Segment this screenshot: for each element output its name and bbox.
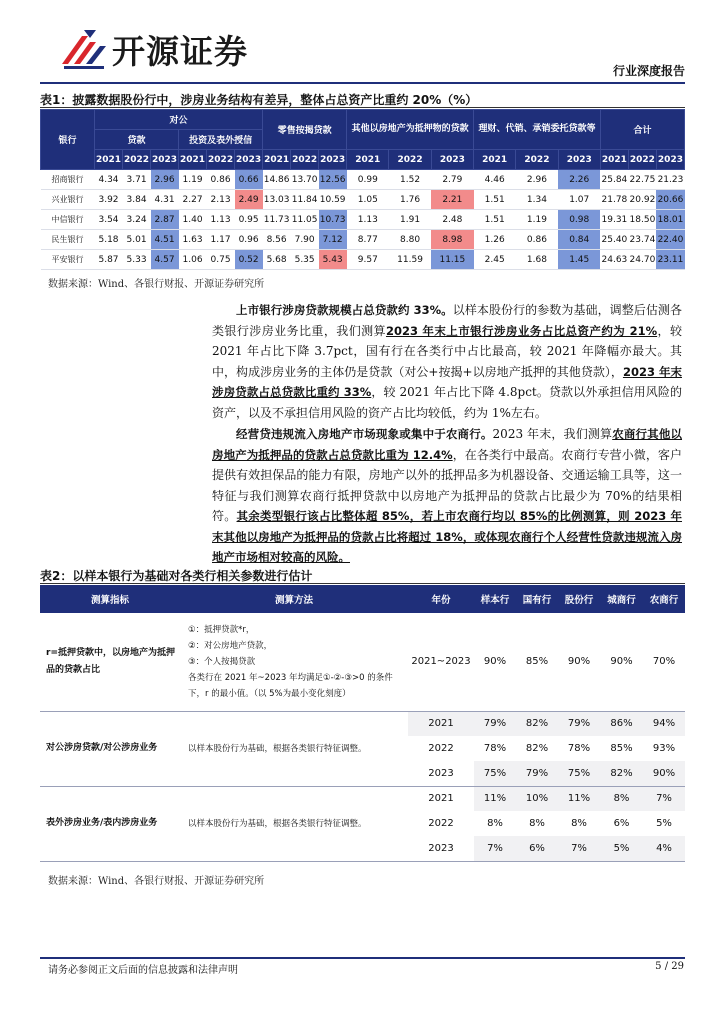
t2-value: 8% xyxy=(487,818,503,829)
t1-header-loan: 贷款 xyxy=(95,130,179,150)
t2-header-cell: 年份 xyxy=(408,585,474,613)
t1-year-header: 2022 xyxy=(516,150,558,170)
t2-value: 6% xyxy=(613,818,630,829)
t1-year-header: 2023 xyxy=(431,150,473,170)
t1-cell: 0.86 xyxy=(207,170,235,190)
t1-cell: 1.34 xyxy=(516,190,558,210)
t1-cell: 0.84 xyxy=(558,230,600,250)
t1-cell: 19.31 xyxy=(600,210,628,230)
t1-cell: 13.70 xyxy=(291,170,319,190)
t1-cell: 1.07 xyxy=(558,190,600,210)
t1-cell: 22.75 xyxy=(628,170,656,190)
t2-r-method xyxy=(180,613,408,711)
t1-cell: 1.40 xyxy=(179,210,207,230)
t1-header-retail: 零售按揭贷款 xyxy=(263,110,347,150)
t1-cell: 2.96 xyxy=(151,170,179,190)
para1-highlight1: 2023 年末上市银行涉房业务占比总资产约为 21% xyxy=(385,323,658,338)
t1-cell: 5.18 xyxy=(95,230,123,250)
t1-year-header: 2021 xyxy=(263,150,291,170)
t2-value: 8% xyxy=(600,786,643,811)
report-type-label: 行业深度报告 xyxy=(612,64,685,78)
para1-text1: 以样本股份行的参数为基础，调整后估测各类银行涉房业务比重，我们测算 xyxy=(212,303,682,338)
table-row xyxy=(41,210,685,230)
t2-header-cell: 城商行 xyxy=(600,585,643,613)
t1-year-header: 2022 xyxy=(628,150,656,170)
para2-highlight1: 农商行其他以房地产为抵押品的贷款占总贷款比重为 12.4% xyxy=(212,427,683,462)
t1-cell: 8.98 xyxy=(431,230,473,250)
t1-cell: 2.26 xyxy=(558,170,600,190)
t2-group-r xyxy=(40,613,685,711)
t2-method: 以样本股份行为基础，根据各类银行特征调整。 xyxy=(180,786,408,861)
t1-cell: 1.05 xyxy=(347,190,389,210)
para1-lead: 上市银行涉房贷款规模占总贷款约 33%。 xyxy=(236,303,453,317)
t1-cell: 1.51 xyxy=(474,190,516,210)
t1-cell: 1.45 xyxy=(558,250,600,270)
t1-cell: 10.59 xyxy=(319,190,347,210)
t1-cell: 18.01 xyxy=(656,210,684,230)
t1-cell: 1.06 xyxy=(179,250,207,270)
t1-cell: 20.92 xyxy=(628,190,656,210)
t2-value: 79% xyxy=(516,761,558,786)
t2-value: 5% xyxy=(656,818,672,829)
t2-year: 2023 xyxy=(408,836,474,861)
t2-value: 82% xyxy=(600,761,643,786)
t2-value: 79% xyxy=(474,711,516,736)
t2-value: 7% xyxy=(474,836,516,861)
t2-r-method-line3: ③：个人按揭贷款 xyxy=(188,656,256,667)
t1-cell: 1.19 xyxy=(179,170,207,190)
table-row xyxy=(40,711,685,736)
t2-value: 4% xyxy=(643,836,685,861)
t1-cell: 0.95 xyxy=(235,210,263,230)
t2-value: 82% xyxy=(516,711,558,736)
t1-year-header: 2022 xyxy=(207,150,235,170)
t2-value: 94% xyxy=(643,711,685,736)
t2-header-cell: 测算方法 xyxy=(180,585,408,613)
t2-r-method-line2: ②：对公房地产贷款， xyxy=(188,640,273,651)
t1-cell: 8.77 xyxy=(347,230,389,250)
t1-cell: 13.03 xyxy=(263,190,291,210)
t2-r-year: 2021~2023 xyxy=(408,613,474,711)
t1-header-wealth: 理财、代销、承销委托贷款等 xyxy=(474,110,601,150)
t1-year-header: 2023 xyxy=(558,150,600,170)
t1-year-header: 2022 xyxy=(291,150,319,170)
t2-value: 5% xyxy=(600,836,643,861)
t1-cell: 0.98 xyxy=(558,210,600,230)
t1-bank-name: 民生银行 xyxy=(41,230,95,250)
t1-cell: 4.46 xyxy=(474,170,516,190)
para2-text2: ，在各类行中最高。农商行专营小微，客户提供有效担保品的能力有限，房地产以外的抵押品多为机器设备、交通运输工具等，这一特征与我们测算农商行抵押贷款中以房地产为抵押品的贷款占比最少为 70%的结果相符。 xyxy=(212,447,682,523)
t1-cell: 7.90 xyxy=(291,230,319,250)
t2-value: 75% xyxy=(474,761,516,786)
table1 xyxy=(40,109,685,270)
logo-text: 开源证券 xyxy=(112,32,248,71)
table-row xyxy=(41,170,685,190)
table2 xyxy=(40,585,685,862)
footer-disclaimer: 请务必参阅正文后面的信息披露和法律声明 xyxy=(48,965,238,976)
table-row xyxy=(40,786,685,811)
t1-cell: 25.40 xyxy=(600,230,628,250)
t1-cell: 2.49 xyxy=(235,190,263,210)
para2-lead: 经营贷违规流入房地产市场现象或集中于农商行。 xyxy=(236,427,493,441)
t2-header-cell: 农商行 xyxy=(643,585,685,613)
t1-year-header: 2022 xyxy=(123,150,151,170)
t2-value: 93% xyxy=(652,743,676,754)
t2-year: 2022 xyxy=(428,743,454,754)
t2-value: 11% xyxy=(474,786,516,811)
t1-cell: 2.87 xyxy=(151,210,179,230)
t1-header-total: 合计 xyxy=(600,110,684,150)
t1-year-header: 2021 xyxy=(474,150,516,170)
table1-caption: 表1：披露数据股份行中，涉房业务结构有差异，整体占总资产比重约 20%（%） xyxy=(40,93,478,107)
t1-cell: 2.27 xyxy=(179,190,207,210)
t1-cell: 2.96 xyxy=(516,170,558,190)
t1-cell: 23.11 xyxy=(656,250,684,270)
t1-cell: 3.71 xyxy=(123,170,151,190)
t1-cell: 11.15 xyxy=(431,250,473,270)
t2-r-value: 70% xyxy=(643,613,685,711)
t1-year-header: 2023 xyxy=(151,150,179,170)
t1-cell: 4.57 xyxy=(151,250,179,270)
kaiyuan-logo-icon xyxy=(60,24,108,70)
t2-value: 7% xyxy=(558,836,600,861)
t1-cell: 20.66 xyxy=(656,190,684,210)
t1-bank-name: 中信银行 xyxy=(41,210,95,230)
t2-method: 以样本股份行为基础，根据各类银行特征调整。 xyxy=(180,711,408,786)
t1-header-invest: 投资及表外授信 xyxy=(179,130,263,150)
t1-cell: 5.43 xyxy=(319,250,347,270)
t1-cell: 2.45 xyxy=(474,250,516,270)
t1-cell: 5.68 xyxy=(263,250,291,270)
t1-year-header: 2023 xyxy=(656,150,684,170)
t1-bank-name: 平安银行 xyxy=(41,250,95,270)
t1-cell: 4.51 xyxy=(151,230,179,250)
t2-value: 11% xyxy=(558,786,600,811)
t2-value: 85% xyxy=(610,743,633,754)
t1-cell: 24.70 xyxy=(628,250,656,270)
t1-cell: 0.86 xyxy=(516,230,558,250)
t1-cell: 1.51 xyxy=(474,210,516,230)
t1-cell: 9.57 xyxy=(347,250,389,270)
para1-text2: ，较 2021 年占比下降 3.7pct，国有行在各类行中占比最高，较 2021 年降幅亦最大。其中，构成涉房业务的主体仍是贷款（对公+按揭+以房地产抵押的其他贷款）， xyxy=(212,323,682,379)
t1-bank-name: 兴业银行 xyxy=(41,190,95,210)
t2-year: 2023 xyxy=(408,761,474,786)
t1-bank-name: 招商银行 xyxy=(41,170,95,190)
t1-cell: 1.26 xyxy=(474,230,516,250)
t1-cell: 1.52 xyxy=(389,170,431,190)
t1-header-corp: 对公 xyxy=(95,110,263,130)
t2-value: 8% xyxy=(529,818,545,829)
table2-caption: 表2：以样本银行为基础对各类行相关参数进行估计 xyxy=(40,569,313,583)
footer-divider xyxy=(40,957,685,959)
t1-body xyxy=(41,170,685,270)
t1-cell: 1.13 xyxy=(347,210,389,230)
t1-cell: 23.74 xyxy=(628,230,656,250)
t2-year: 2021 xyxy=(408,711,474,736)
t1-cell: 25.84 xyxy=(600,170,628,190)
t1-header-other: 其他以房地产为抵押物的贷款 xyxy=(347,110,474,150)
t1-cell: 0.75 xyxy=(207,250,235,270)
t1-year-row xyxy=(41,150,685,170)
t1-cell: 21.78 xyxy=(600,190,628,210)
header-divider xyxy=(40,82,685,84)
t2-value: 82% xyxy=(525,743,549,754)
t1-cell: 5.87 xyxy=(95,250,123,270)
t2-value: 10% xyxy=(516,786,558,811)
t1-year-header: 2023 xyxy=(319,150,347,170)
table2-caption-rule xyxy=(40,583,685,584)
t1-cell: 3.92 xyxy=(95,190,123,210)
t2-indicator: 对公涉房贷款/对公涉房业务 xyxy=(40,711,180,786)
t1-cell: 0.66 xyxy=(235,170,263,190)
t1-cell: 22.40 xyxy=(656,230,684,250)
paragraph-2 xyxy=(212,424,682,568)
t1-header-bank: 银行 xyxy=(41,110,95,170)
t2-r-method-line4: 各类行在 2021 年~2023 年均满足①-②-③>0 的条件下，r 的最小值。（以 5%为最小变化刻度） xyxy=(188,672,393,699)
t2-value: 78% xyxy=(567,743,591,754)
table1-source: 数据来源：Wind、各银行财报、开源证券研究所 xyxy=(48,279,265,290)
t1-cell: 1.91 xyxy=(389,210,431,230)
t1-cell: 5.33 xyxy=(123,250,151,270)
t1-cell: 2.48 xyxy=(431,210,473,230)
t1-cell: 1.19 xyxy=(516,210,558,230)
t1-cell: 3.24 xyxy=(123,210,151,230)
t2-value: 86% xyxy=(600,711,643,736)
t1-cell: 2.21 xyxy=(431,190,473,210)
t2-value: 8% xyxy=(571,818,587,829)
t1-cell: 11.05 xyxy=(291,210,319,230)
t1-year-header: 2021 xyxy=(347,150,389,170)
t1-cell: 11.73 xyxy=(263,210,291,230)
t1-cell: 8.56 xyxy=(263,230,291,250)
t1-cell: 8.80 xyxy=(389,230,431,250)
t1-cell: 14.86 xyxy=(263,170,291,190)
t1-cell: 10.73 xyxy=(319,210,347,230)
t2-indicator: 表外涉房业务/表内涉房业务 xyxy=(40,786,180,861)
t2-header-cell: 股份行 xyxy=(558,585,600,613)
t1-year-header: 2021 xyxy=(179,150,207,170)
t1-cell: 3.54 xyxy=(95,210,123,230)
t1-cell: 24.63 xyxy=(600,250,628,270)
t1-cell: 11.84 xyxy=(291,190,319,210)
t1-cell: 4.31 xyxy=(151,190,179,210)
t1-cell: 11.59 xyxy=(389,250,431,270)
t2-value: 6% xyxy=(516,836,558,861)
t2-header-cell: 国有行 xyxy=(516,585,558,613)
t2-r-value: 90% xyxy=(474,613,516,711)
para2-text1: 2023 年末，我们测算 xyxy=(492,427,613,441)
t2-r-indicator: r=抵押贷款中，以房地产为抵押品的贷款占比 xyxy=(40,613,180,711)
para1-text3: ，较 2021 年占比下降 4.8pct。贷款以外承担信用风险的资产，以及不承担信用风险的资产占比均较低，约为 1%左右。 xyxy=(212,385,683,420)
t1-cell: 2.13 xyxy=(207,190,235,210)
t1-cell: 21.23 xyxy=(656,170,684,190)
t1-cell: 1.63 xyxy=(179,230,207,250)
t2-value: 78% xyxy=(483,743,507,754)
t1-year-header: 2022 xyxy=(389,150,431,170)
t1-year-header: 2021 xyxy=(600,150,628,170)
t1-cell: 18.50 xyxy=(628,210,656,230)
table-row xyxy=(41,190,685,210)
page-number: 5 / 29 xyxy=(655,961,684,972)
para2-highlight2: 其余类型银行该占比整体超 85%，若上市农商行均以 85%的比例测算，则 2023 年末其他以房地产为抵押品的贷款占比将超过 18%，或体现农商行个人经营性贷款违规流入房地产市场相对较高的风险。 xyxy=(212,509,682,564)
t1-cell: 5.35 xyxy=(291,250,319,270)
t1-cell: 7.12 xyxy=(319,230,347,250)
table-row xyxy=(41,230,685,250)
t2-value: 90% xyxy=(643,761,685,786)
page-header xyxy=(40,18,685,82)
t2-r-value: 90% xyxy=(600,613,643,711)
t2-r-method-line1: ①：抵押贷款*r， xyxy=(188,624,255,635)
paragraph-1 xyxy=(212,300,682,423)
t1-cell: 4.34 xyxy=(95,170,123,190)
t1-cell: 1.17 xyxy=(207,230,235,250)
t1-cell: 1.76 xyxy=(389,190,431,210)
table2-source: 数据来源：Wind、各银行财报、开源证券研究所 xyxy=(48,876,265,887)
t1-cell: 0.99 xyxy=(347,170,389,190)
t2-header-cell: 样本行 xyxy=(474,585,516,613)
t1-cell: 1.68 xyxy=(516,250,558,270)
table-row xyxy=(41,250,685,270)
t1-cell: 1.13 xyxy=(207,210,235,230)
t1-cell: 12.56 xyxy=(319,170,347,190)
t1-cell: 0.52 xyxy=(235,250,263,270)
t1-year-header: 2023 xyxy=(235,150,263,170)
t2-group-offbalance xyxy=(40,786,685,861)
t2-group-corp xyxy=(40,711,685,786)
t2-header-cell: 测算指标 xyxy=(40,585,180,613)
t2-value: 75% xyxy=(558,761,600,786)
t2-year: 2021 xyxy=(428,793,454,805)
t1-year-header: 2021 xyxy=(95,150,123,170)
para1-highlight2: 2023 年末涉房贷款占总贷款比重约 33% xyxy=(212,364,682,399)
t2-value: 7% xyxy=(643,786,685,811)
table1-caption-rule xyxy=(40,107,685,108)
t2-value: 79% xyxy=(558,711,600,736)
t1-cell: 5.01 xyxy=(123,230,151,250)
t1-cell: 2.79 xyxy=(431,170,473,190)
t2-year: 2022 xyxy=(428,818,454,829)
t2-header-row xyxy=(40,585,685,613)
t1-cell: 0.96 xyxy=(235,230,263,250)
t1-cell: 3.84 xyxy=(123,190,151,210)
t2-r-value: 85% xyxy=(516,613,558,711)
t2-r-value: 90% xyxy=(558,613,600,711)
